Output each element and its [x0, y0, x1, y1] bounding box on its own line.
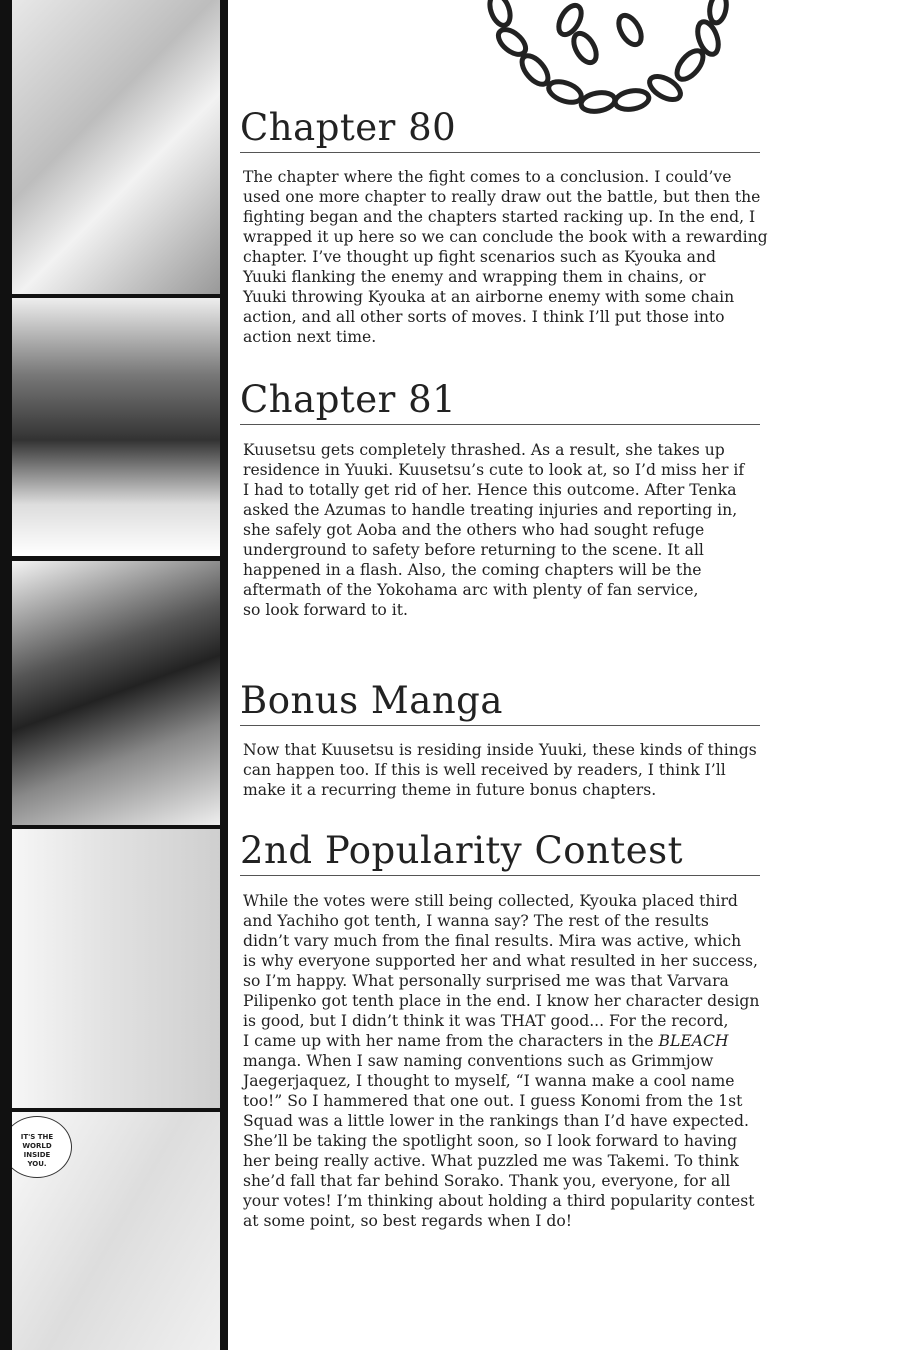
manga-panel-3	[12, 561, 220, 825]
manga-panel-strip	[0, 0, 228, 1350]
text-line: I had to totally get rid of her. Hence this outcome. After Tenka	[243, 481, 737, 499]
manga-panel-1	[12, 0, 220, 294]
text-line: and Yachiho got tenth, I wanna say? The rest of the results	[243, 912, 709, 930]
text-line: wrapped it up here so we can conclude the book with a rewarding	[243, 228, 768, 246]
text-line: She’ll be taking the spotlight soon, so I look forward to having	[243, 1132, 738, 1150]
text-line: can happen too. If this is well received by readers, I think I’ll	[243, 761, 726, 779]
text-line: is good, but I didn’t think it was THAT good... For the record,	[243, 1012, 729, 1030]
bubble-line: IT'S THE	[20, 1133, 54, 1141]
text-line: asked the Azumas to handle treating injuries and reporting in,	[243, 501, 738, 519]
text-line: I came up with her name from the characters in the BLEACH	[243, 1032, 729, 1050]
section-body-bonus-manga	[243, 740, 757, 800]
text-line: Pilipenko got tenth place in the end. I know her character design	[243, 992, 760, 1010]
text-line: at some point, so best regards when I do!	[243, 1212, 572, 1230]
text-line: your votes! I’m thinking about holding a third popularity contest	[243, 1192, 755, 1210]
speech-bubble	[12, 1116, 72, 1178]
section-body-chapter-81	[243, 440, 744, 620]
text-line: action next time.	[243, 328, 377, 346]
section-heading-chapter-81: Chapter 81	[240, 378, 760, 425]
bubble-line: WORLD	[22, 1142, 52, 1150]
text-line: aftermath of the Yokohama arc with plenty of fan service,	[243, 581, 699, 599]
text-line: Kuusetsu gets completely thrashed. As a result, she takes up	[243, 441, 725, 459]
section-body-popularity-contest	[243, 891, 759, 1231]
manga-panel-5	[12, 1112, 220, 1350]
text-line: so I’m happy. What personally surprised me was that Varvara	[243, 972, 729, 990]
text-line: Jaegerjaquez, I thought to myself, “I wanna make a cool name	[243, 1072, 735, 1090]
text-line: she safely got Aoba and the others who had sought refuge	[243, 521, 705, 539]
text-line: residence in Yuuki. Kuusetsu’s cute to look at, so I’d miss her if	[243, 461, 745, 479]
bubble-line: YOU.	[27, 1160, 47, 1168]
section-heading-chapter-80: Chapter 80	[240, 106, 760, 153]
text-line: underground to safety before returning to the scene. It all	[243, 541, 704, 559]
text-line: Yuuki flanking the enemy and wrapping them in chains, or	[243, 268, 706, 286]
text-line: fighting began and the chapters started racking up. In the end, I	[243, 208, 756, 226]
text-line: so look forward to it.	[243, 601, 408, 619]
text-line: While the votes were still being collected, Kyouka placed third	[243, 892, 738, 910]
text-line: happened in a flash. Also, the coming chapters will be the	[243, 561, 702, 579]
text-line: used one more chapter to really draw out the battle, but then the	[243, 188, 761, 206]
text-line: didn’t vary much from the final results. Mira was active, which	[243, 932, 742, 950]
text-line: action, and all other sorts of moves. I think I’ll put those into	[243, 308, 725, 326]
text-line: manga. When I saw naming conventions such as Grimmjow	[243, 1052, 714, 1070]
section-heading-bonus-manga: Bonus Manga	[240, 679, 760, 726]
text-line: make it a recurring theme in future bonus chapters.	[243, 781, 657, 799]
text-line: is why everyone supported her and what resulted in her success,	[243, 952, 758, 970]
text-line: her being really active. What puzzled me was Takemi. To think	[243, 1152, 739, 1170]
text-line: The chapter where the fight comes to a conclusion. I could’ve	[243, 168, 732, 186]
section-heading-popularity-contest: 2nd Popularity Contest	[240, 829, 760, 876]
text-line: Squad was a little lower in the rankings than I’d have expected.	[243, 1112, 749, 1130]
text-line: too!” So I hammered that one out. I guess Konomi from the 1st	[243, 1092, 743, 1110]
text-line: she’d fall that far behind Sorako. Thank you, everyone, for all	[243, 1172, 731, 1190]
bubble-line: INSIDE	[23, 1151, 51, 1159]
text-line: Now that Kuusetsu is residing inside Yuuki, these kinds of things	[243, 741, 757, 759]
text-line: Yuuki throwing Kyouka at an airborne enemy with some chain	[243, 288, 735, 306]
manga-panel-2	[12, 298, 220, 556]
section-body-chapter-80	[243, 167, 768, 347]
text-line: chapter. I’ve thought up fight scenarios such as Kyouka and	[243, 248, 716, 266]
manga-panel-4	[12, 829, 220, 1108]
